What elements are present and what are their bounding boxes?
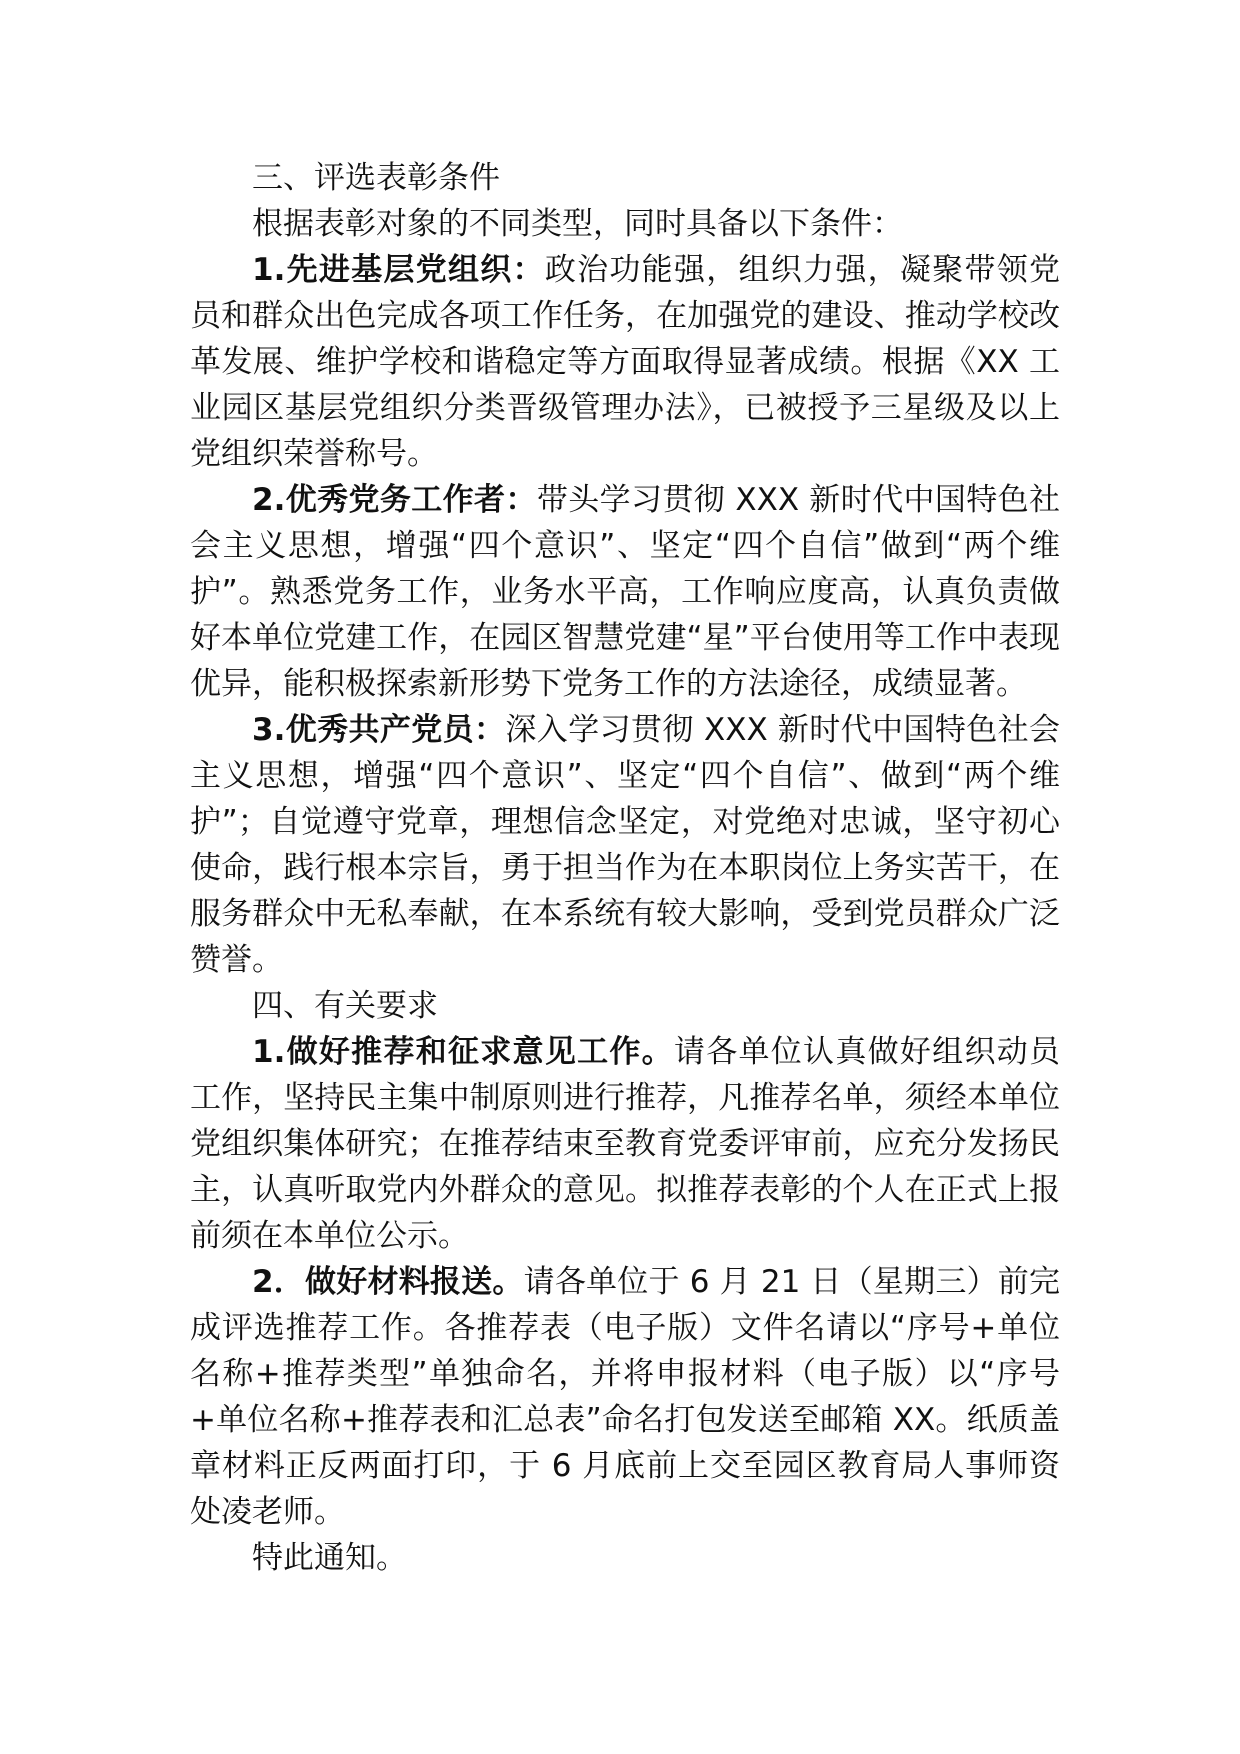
criteria-item-body: 带头学习贯彻 XXX 新时代中国特色社会主义思想，增强“四个意识”、坚定“四个自信”做到“两个维护”。熟悉党务工作，业务水平高，工作响应度高，认真负责做好本单位党建工作，在园区智慧党建“星”平台使用等工作中表现优异，能积极探索新形势下党务工作的方法途径，成绩显著。 xyxy=(190,482,1060,702)
criteria-item-body: 政治功能强，组织力强，凝聚带领党员和群众出色完成各项工作任务，在加强党的建设、推动学校改革发展、维护学校和谐稳定等方面取得显著成绩。根据《XX 工业园区基层党组织分类晋级管理办法》，已被授予三星级及以上党组织荣誉称号。 xyxy=(190,252,1060,472)
criteria-item-lead: 1.先进基层党组织： xyxy=(252,252,545,288)
requirement-item-lead: 1.做好推荐和征求意见工作。 xyxy=(252,1034,674,1070)
criteria-item-lead: 3.优秀共产党员： xyxy=(252,712,506,748)
criteria-item-lead: 2.优秀党务工作者： xyxy=(252,482,537,518)
requirement-item-body: 请各单位认真做好组织动员工作，坚持民主集中制原则进行推荐，凡推荐名单，须经本单位党组织集体研究；在推荐结束至教育党委评审前，应充分发扬民主，认真听取党内外群众的意见。拟推荐表彰的个人在正式上报前须在本单位公示。 xyxy=(190,1034,1060,1254)
document-page xyxy=(190,155,1060,1581)
criteria-item-body: 深入学习贯彻 XXX 新时代中国特色社会主义思想，增强“四个意识”、坚定“四个自信”、做到“两个维护”；自觉遵守党章，理想信念坚定，对党绝对忠诚，坚守初心使命，践行根本宗旨，勇于担当作为在本职岗位上务实苦干，在服务群众中无私奉献，在本系统有较大影响，受到党员群众广泛赞誉。 xyxy=(190,712,1060,978)
requirement-item-submission xyxy=(190,1259,1060,1535)
criteria-item-org xyxy=(190,247,1060,477)
criteria-item-worker xyxy=(190,477,1060,707)
section-heading-criteria: 三、评选表彰条件 xyxy=(252,160,500,196)
requirement-item-body: 请各单位于 6 月 21 日（星期三）前完成评选推荐工作。各推荐表（电子版）文件名请以“序号+单位名称+推荐类型”单独命名，并将申报材料（电子版）以“序号+单位名称+推荐表和汇总表”命名打包发送至邮箱 XX。纸质盖章材料正反两面打印，于 6 月底前上交至园区教育局人事师资处凌老师。 xyxy=(190,1264,1060,1530)
criteria-item-member xyxy=(190,707,1060,983)
requirement-item-recommend xyxy=(190,1029,1060,1259)
section-heading-requirements: 四、有关要求 xyxy=(252,988,438,1024)
criteria-intro: 根据表彰对象的不同类型，同时具备以下条件： xyxy=(252,206,903,242)
requirement-item-lead: 2．做好材料报送。 xyxy=(252,1264,524,1300)
closing-line: 特此通知。 xyxy=(252,1540,407,1576)
